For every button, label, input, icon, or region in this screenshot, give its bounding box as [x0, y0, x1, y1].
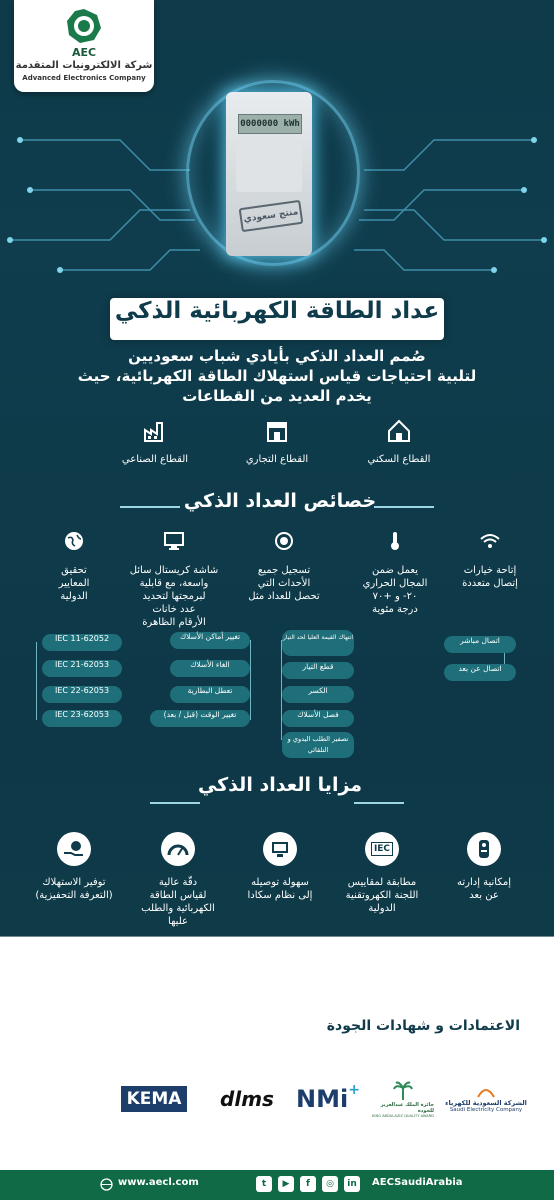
page-title: عداد الطاقة الكهربائية الذكي: [114, 298, 440, 324]
pill-connector: [36, 642, 37, 720]
footer: [0, 1170, 554, 1200]
pill-power-cut: قطع التيار: [282, 662, 354, 679]
advantage-title: دقّة عالية لقياس الطاقة الكهربائية والطلب عليها: [141, 877, 215, 927]
intro-line: لتلبية احتياجات قياس استهلاك الطاقة الكهربائية، حيث: [77, 367, 477, 385]
pill-demand-reset: تصفير الطلب اليدوي و التلقائي: [282, 732, 354, 758]
sec-emblem-icon: [476, 1085, 496, 1099]
pill-connector: [250, 640, 251, 720]
linkedin-icon[interactable]: in: [344, 1176, 360, 1192]
title-banner: [110, 298, 444, 340]
feature-lcd: [112, 530, 236, 629]
sector-residential: [334, 418, 464, 465]
advantage-icon-circle: [161, 832, 195, 866]
pill-iec-62053-22: IEC 22-62053: [42, 686, 122, 703]
website-link[interactable]: www.aecl.com: [118, 1177, 199, 1188]
advantages-heading: مزايا العداد الذكي: [197, 774, 363, 796]
pill-direct-connection: اتصال مباشر: [444, 636, 516, 653]
pill-iec-62052-11: IEC 11-62052: [42, 634, 122, 651]
pill-iec-62053-23: IEC 23-62053: [42, 710, 122, 727]
feature-title-text: تحقيق المعايير الدولية: [58, 565, 90, 602]
features-heading: خصائص العداد الذكي: [183, 490, 377, 512]
feature-connectivity: [440, 530, 540, 590]
advantage-title: سهولة توصيله إلى نظام سكادا: [247, 877, 313, 901]
wifi-icon: [479, 530, 501, 552]
house-icon: [386, 418, 412, 444]
iec-icon: IEC: [371, 842, 393, 856]
advantage-accuracy: [126, 832, 230, 928]
twitter-icon[interactable]: t: [256, 1176, 272, 1192]
header: [0, 0, 554, 92]
plus-icon: +: [348, 1082, 360, 1098]
hero: [0, 80, 554, 324]
company-logo[interactable]: [14, 0, 154, 92]
factory-icon: [142, 418, 168, 444]
feature-title-text: شاشة كريستال سائل واسعة، مع قابلية لبرمجتها لتحديد عدد خانات الأرقام الظاهرة: [129, 565, 219, 628]
sector-industrial: [90, 418, 220, 465]
sec-name-en: Saudi Electricity Company: [449, 1107, 523, 1113]
dlms-text: dlms: [220, 1087, 274, 1111]
remote-icon: [476, 839, 492, 859]
certifications-title: الاعتمادات و شهادات الجودة: [326, 1018, 520, 1034]
sec-name-ar: الشركة السعودية للكهرباء: [445, 1099, 527, 1107]
feature-title: [112, 564, 236, 629]
savings-icon: [63, 839, 85, 859]
advantage-icon-circle: [467, 832, 501, 866]
feature-temperature: [345, 530, 445, 616]
advantage-icon-circle: [365, 832, 399, 866]
monitor-icon: [163, 530, 185, 552]
globe-icon: [100, 1178, 113, 1191]
advantage-scada: [228, 832, 332, 902]
nmi-text: NMi: [296, 1085, 349, 1113]
meter-lcd-display: 0000000 kWh: [238, 114, 302, 134]
pill-wire-cancel: الغاء الأسلاك: [170, 660, 250, 677]
smart-meter-image: [226, 92, 312, 256]
intro-line: صُمم العداد الذكي بأيادي شباب سعوديين: [128, 347, 426, 365]
shop-icon: [264, 418, 290, 444]
intro-line: يخدم العديد من القطاعات: [182, 387, 372, 405]
kema-logo[interactable]: [114, 1072, 194, 1126]
pill-remote-connection: اتصال عن بعد: [444, 664, 516, 681]
advantage-title: إمكانية إدارته عن بعد: [456, 877, 512, 901]
advantage-remote: [432, 832, 536, 902]
palm-emblem-icon: [392, 1080, 414, 1102]
pill-wire-position-change: تغيير أماكن الأسلاك: [170, 632, 250, 649]
pill-wire-disconnect: فصل الأسلاك: [282, 710, 354, 727]
advantage-icon-circle: [263, 832, 297, 866]
social-handle[interactable]: AECSaudiArabia: [372, 1177, 463, 1188]
feature-title-text: يعمل ضمن المجال الحراري ٢٠- و +٧٠ درجة مئوية: [362, 565, 428, 615]
scada-icon: [270, 840, 290, 858]
feature-standards: [28, 530, 120, 603]
sec-logo[interactable]: [436, 1072, 536, 1126]
award-name-en: KING ABDULAZIZ QUALITY AWARD: [372, 1114, 434, 1118]
sector-label: القطاع السكني: [367, 454, 431, 465]
feature-title: [345, 564, 445, 616]
gauge-icon: [167, 841, 189, 857]
dlms-logo[interactable]: [212, 1072, 282, 1126]
thermometer-icon: [384, 530, 406, 552]
kema-text: KEMA: [121, 1086, 188, 1112]
sector-label: القطاع الصناعي: [121, 454, 189, 465]
pill-battery-fault: تعطل البطارية: [170, 686, 250, 703]
logo-letters: AEC: [71, 46, 97, 59]
advantage-icon-circle: [57, 832, 91, 866]
advantage-savings: [22, 832, 126, 902]
pill-breakage: الكسر: [282, 686, 354, 703]
sector-commercial: [212, 418, 342, 465]
nmi-logo[interactable]: [298, 1072, 358, 1126]
advantage-title: توفير الاستهلاك (التعرفة التحفيزية): [35, 877, 113, 901]
feature-title: [28, 564, 120, 603]
feature-events: [234, 530, 334, 603]
company-name-en: Advanced Electronics Company: [22, 74, 146, 82]
instagram-icon[interactable]: ◎: [322, 1176, 338, 1192]
pill-time-change: تغيير الوقت (قبل / بعد): [150, 710, 250, 727]
record-icon: [273, 530, 295, 552]
company-name-ar: شركة الالكترونيات المتقدمة: [15, 60, 153, 71]
advantage-title: مطابقة لمقاييس اللجنة الكهروتقنية الدولية: [345, 877, 419, 914]
youtube-icon[interactable]: ▶: [278, 1176, 294, 1192]
feature-title: [440, 564, 540, 590]
aec-emblem-icon: [66, 8, 102, 44]
feature-title-text: إتاحة خيارات إتصال متعددة: [462, 565, 518, 589]
award-name-ar: جائزة الملك عبدالعزيز للجودة: [380, 1102, 434, 1114]
facebook-icon[interactable]: f: [300, 1176, 316, 1192]
quality-award-logo[interactable]: [372, 1072, 434, 1126]
feature-title-text: تسجيل جميع الأحداث التي تحصل للعداد مثل: [248, 565, 320, 602]
advantage-iec: [330, 832, 434, 915]
pill-iec-62053-21: IEC 21-62053: [42, 660, 122, 677]
intro-text: [40, 346, 514, 406]
sector-label: القطاع التجاري: [245, 454, 309, 465]
feature-title: [234, 564, 334, 603]
pill-current-limit: انتهاك القيمة العليا لحد التيار: [282, 630, 354, 656]
meter-faceplate: [236, 142, 302, 192]
saudi-product-stamp: منتج سعودي: [239, 200, 304, 232]
globe-icon: [63, 530, 85, 552]
